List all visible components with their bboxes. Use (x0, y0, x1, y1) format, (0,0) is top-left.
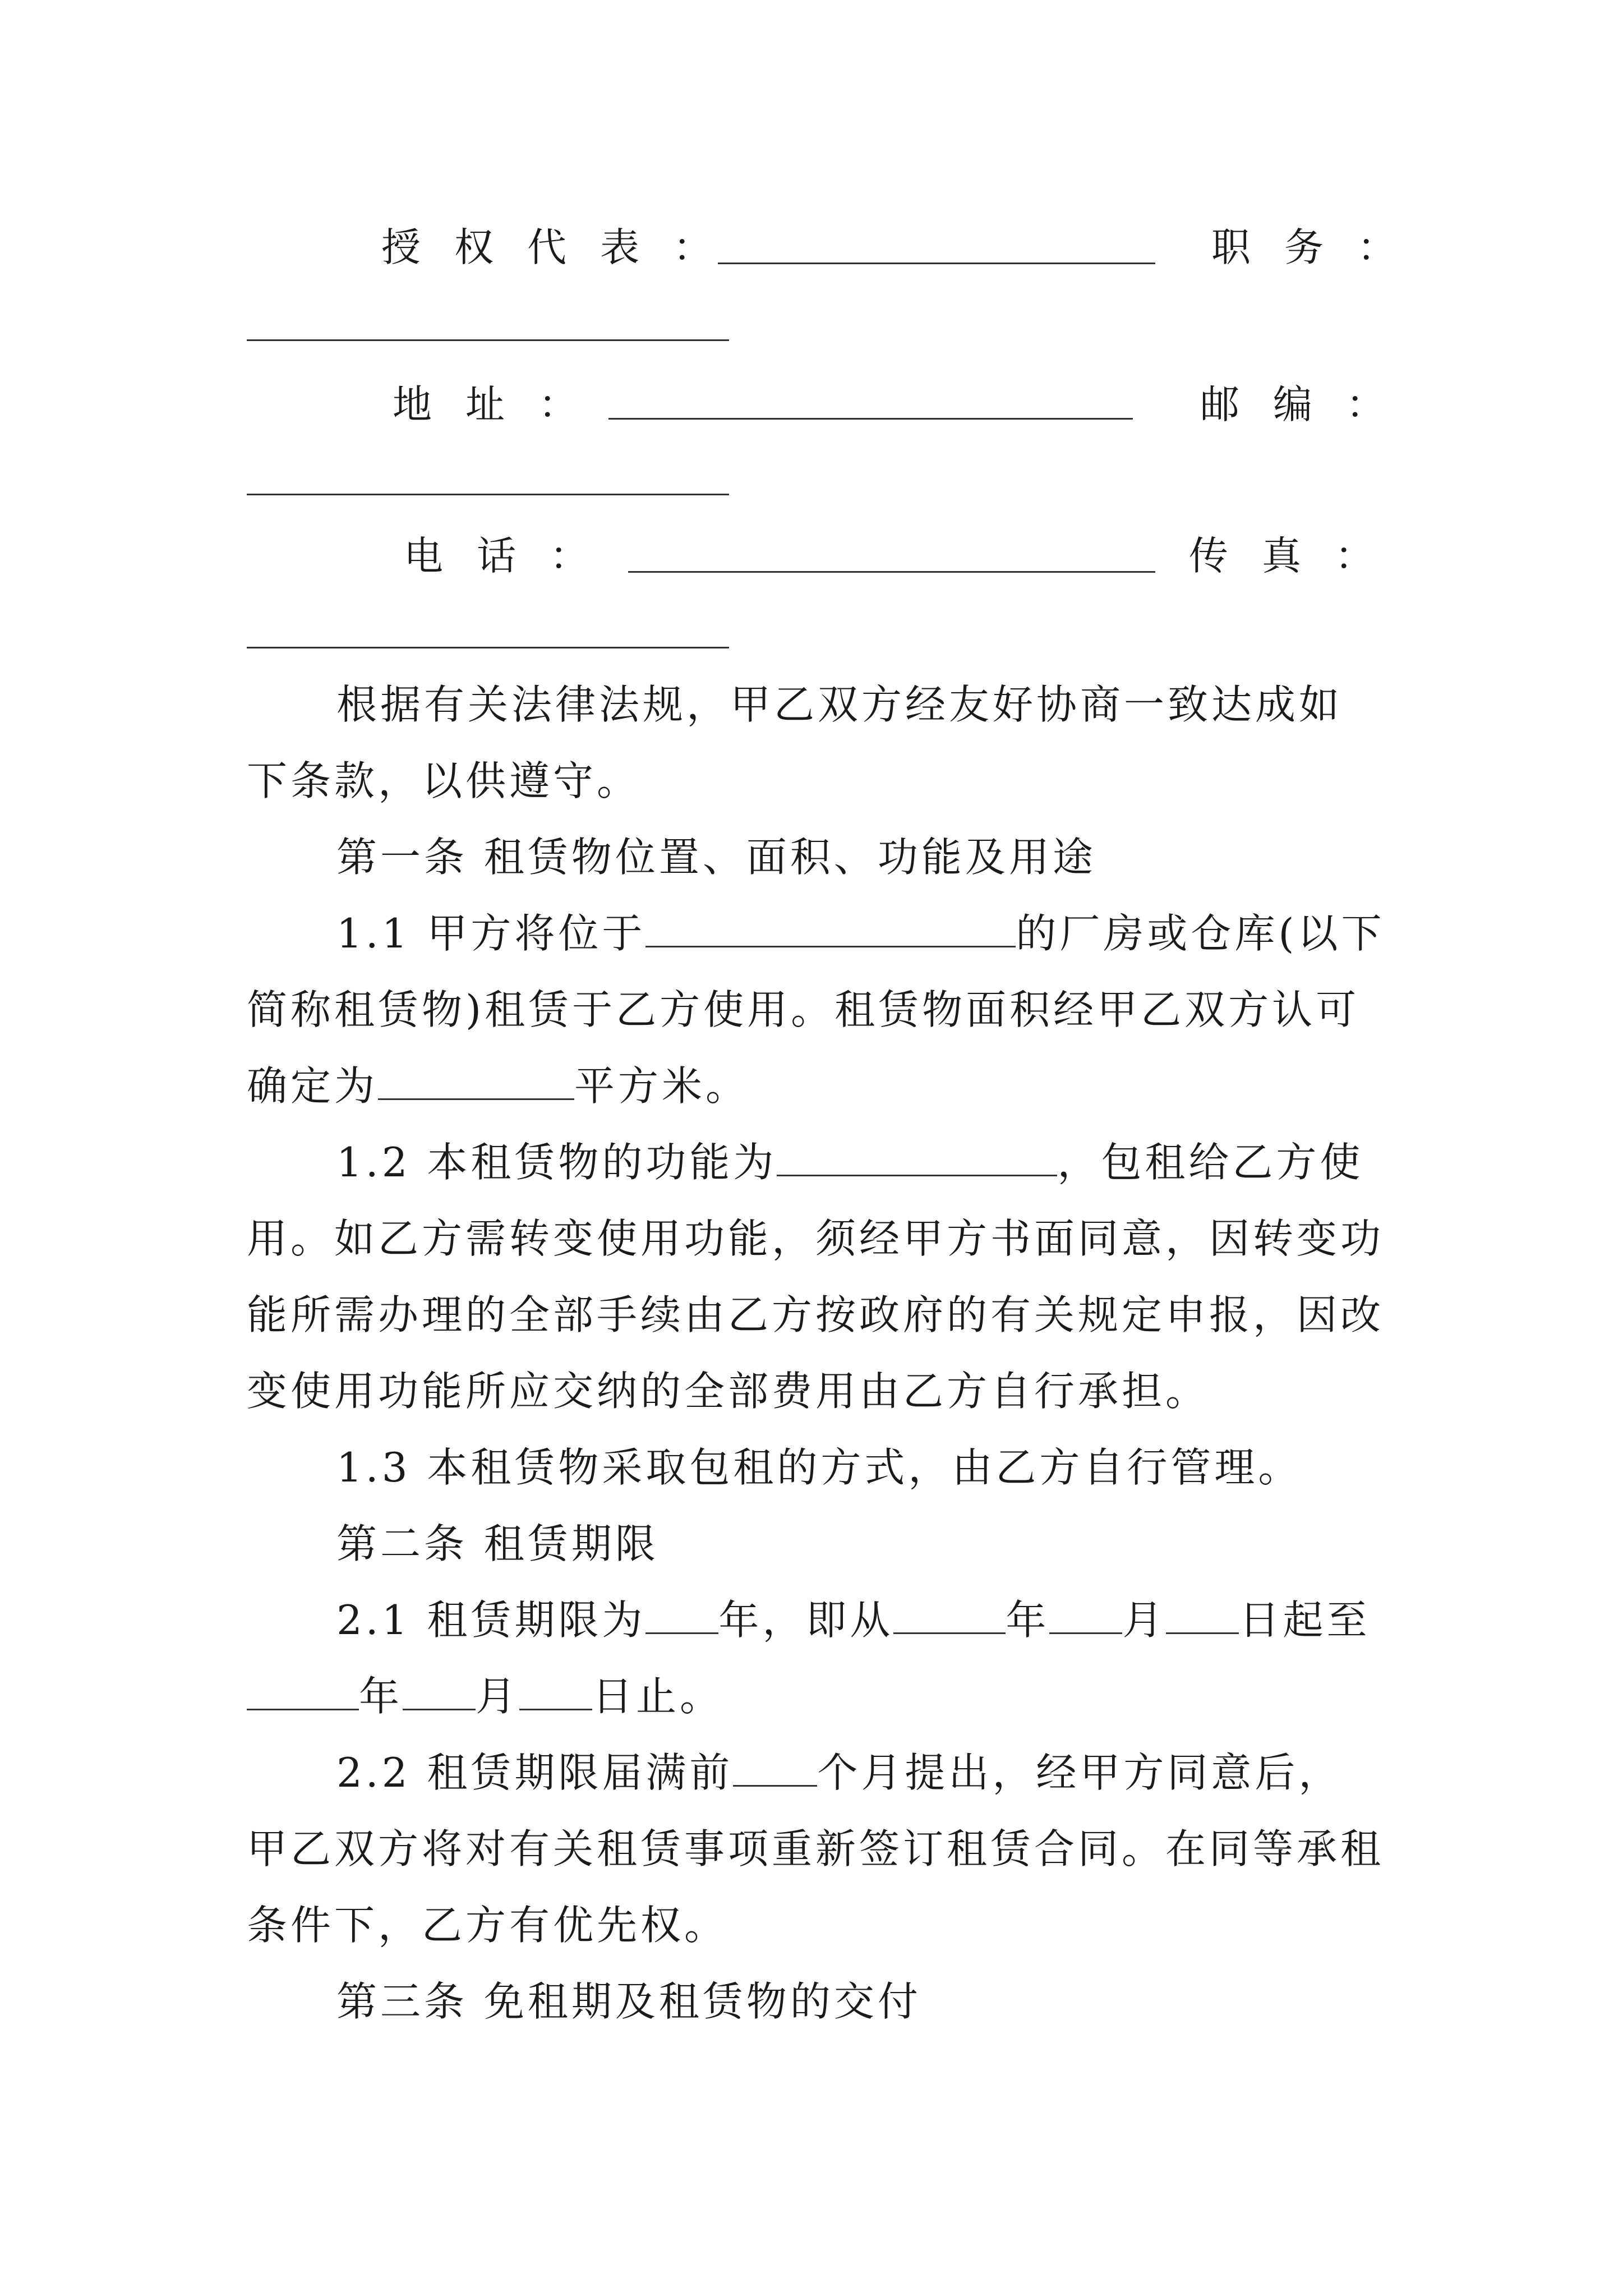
clause-1-1-text-b: 的厂房或仓库(以下简称租赁物)租赁于乙方使用。租赁物面积经甲乙双方认可确定为 (247, 910, 1385, 1110)
term-years-blank[interactable] (645, 1596, 718, 1634)
clause-2-1-text-g: 月 (476, 1673, 520, 1720)
phone-label: 电话： (404, 533, 623, 579)
phone-blank[interactable] (628, 571, 1155, 573)
address-label: 地址： (393, 381, 611, 427)
start-year-blank[interactable] (893, 1596, 1006, 1634)
function-blank[interactable] (777, 1138, 1057, 1176)
article-3-title: 第三条 免租期及租赁物的交付 (336, 1978, 921, 2025)
start-day-blank[interactable] (1166, 1596, 1239, 1634)
clause-2-2-text-b: 个月提出，经甲方同意后，甲乙双方将对有关租赁事项重新签订租赁合同。在同等承租条件下，乙方有优先权。 (247, 1749, 1385, 1949)
clause-1-1 (247, 895, 1385, 1124)
clause-2-2-text-a: 2.2 租赁期限届满前 (336, 1749, 734, 1796)
article-1-title: 第一条 租赁物位置、面积、功能及用途 (336, 834, 1096, 881)
clause-1-2-text-a: 1.2 本租赁物的功能为 (336, 1139, 777, 1186)
clause-1-3: 1.3 本租赁物采取包租的方式，由乙方自行管理。 (336, 1444, 1302, 1491)
clause-1-2-text-b: ，包租给乙方使用。如乙方需转变使用功能，须经甲方书面同意，因转变功能所需办理的全部手续由乙方按政府的有关规定申报，因改变使用功能所应交纳的全部费用由乙方自行承担。 (247, 1139, 1385, 1415)
clause-2-1-text-c: 年 (1006, 1596, 1050, 1644)
title-label: 职务： (1211, 224, 1430, 270)
end-day-blank[interactable] (519, 1672, 592, 1710)
end-year-blank[interactable] (247, 1672, 359, 1710)
title-blank[interactable] (247, 339, 729, 341)
area-blank[interactable] (378, 1062, 574, 1100)
fax-blank[interactable] (247, 647, 729, 648)
article-2-title: 第二条 租赁期限 (336, 1520, 659, 1567)
intro-paragraph: 根据有关法律法规，甲乙双方经友好协商一致达成如下条款，以供遵守。 (247, 681, 1343, 804)
rep-label: 授权代表： (381, 224, 746, 270)
rep-blank[interactable] (718, 263, 1155, 264)
clause-2-2 (247, 1734, 1385, 1963)
clause-2-1-text-a: 2.1 租赁期限为 (336, 1596, 646, 1644)
start-month-blank[interactable] (1049, 1596, 1122, 1634)
end-month-blank[interactable] (403, 1672, 476, 1710)
clause-2-1-text-f: 年 (359, 1673, 403, 1720)
clause-1-1-text-a: 1.1 甲方将位于 (336, 910, 646, 957)
postcode-label: 邮编： (1200, 381, 1419, 427)
clause-1-1-text-c: 平方米。 (574, 1062, 750, 1110)
clause-2-1-text-d: 月 (1122, 1596, 1166, 1644)
fax-label: 传真： (1189, 533, 1408, 579)
address-blank[interactable] (608, 418, 1133, 420)
notice-months-blank[interactable] (733, 1749, 817, 1787)
postcode-blank[interactable] (247, 494, 729, 495)
clause-2-1 (247, 1582, 1385, 1734)
clause-2-1-text-e: 日起至 (1239, 1596, 1371, 1644)
location-blank[interactable] (645, 909, 1016, 947)
clause-2-1-text-h: 日止。 (592, 1673, 724, 1720)
clause-1-2 (247, 1124, 1385, 1429)
clause-2-1-text-b: 年，即从 (718, 1596, 894, 1644)
